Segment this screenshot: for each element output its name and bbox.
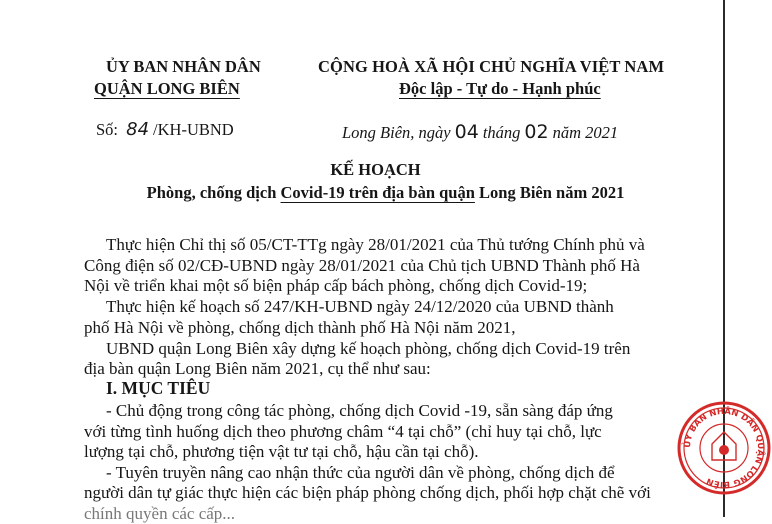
body-line: địa bàn quận Long Biên năm 2021, cụ thể như sau: — [84, 359, 431, 378]
subtitle-part1: Phòng, chống dịch — [146, 183, 281, 202]
seal-text: ỦY BAN NHÂN DÂN QUẬN LONG BIÊN — [682, 406, 766, 490]
document-number-code: /KH-UBND — [153, 120, 234, 139]
subtitle-part3: Long Biên năm 2021 — [474, 183, 625, 202]
body-line: Thực hiện Chỉ thị số 05/CT-TTg ngày 28/01/2021 của Thủ tướng Chính phủ và — [106, 235, 645, 254]
nation-title: CỘNG HOÀ XÃ HỘI CHỦ NGHĨA VIỆT NAM — [318, 57, 665, 76]
document-date — [342, 121, 618, 144]
plan-title: KẾ HOẠCH — [330, 160, 421, 179]
date-month-handwritten: 02 — [524, 121, 549, 143]
org-name-line2-text: QUẬN LONG BIÊN — [94, 79, 240, 98]
date-month-label: tháng — [482, 123, 521, 142]
section-line: - Tuyên truyền nâng cao nhận thức của người dân về phòng, chống dịch để — [106, 463, 615, 482]
body-line: UBND quận Long Biên xây dựng kế hoạch phòng, chống dịch Covid-19 trên — [106, 339, 631, 358]
org-name-line1: ỦY BAN NHÂN DÂN — [106, 57, 261, 76]
body-line: phố Hà Nội về phòng, chống dịch thành phố Hà Nội năm 2021, — [84, 318, 516, 337]
section-line: lượng tại chỗ, phương tiện vật tư tại chỗ, hậu cần tại chỗ). — [84, 442, 479, 461]
section-line: với từng tình huống dịch theo phương châm “4 tại chỗ” (chỉ huy tại chỗ, lực — [84, 422, 602, 441]
subtitle-part2: Covid-19 trên địa bàn quận — [280, 183, 475, 202]
document-number-handwritten: 84 — [126, 119, 150, 140]
document-number-label: Số: — [96, 120, 119, 139]
date-prefix: Long Biên, ngày — [342, 123, 451, 142]
section-line: người dân tự giác thực hiện các biện pháp phòng chống dịch, phối hợp chặt chẽ với — [84, 483, 651, 502]
section-line: chính quyền các cấp... — [84, 504, 236, 523]
document-number — [96, 119, 234, 141]
official-seal-stamp — [676, 400, 772, 496]
body-line: Nội về triển khai một số biện pháp cấp bách phòng, chống dịch Covid-19; — [84, 276, 588, 295]
body-line: Thực hiện kế hoạch số 247/KH-UBND ngày 24/12/2020 của UBND thành — [106, 297, 614, 316]
org-name-line2 — [94, 79, 240, 99]
plan-subtitle — [20, 183, 751, 203]
date-day-handwritten: 04 — [454, 121, 479, 143]
body-line: Công điện số 02/CĐ-UBND ngày 28/01/2021 của Chủ tịch UBND Thành phố Hà — [84, 256, 640, 275]
nation-motto: Độc lập - Tự do - Hạnh phúc — [399, 79, 601, 98]
date-year: năm 2021 — [552, 123, 619, 142]
section-heading: I. MỤC TIÊU — [106, 378, 211, 398]
section-line: - Chủ động trong công tác phòng, chống dịch Covid -19, sẵn sàng đáp ứng — [106, 401, 613, 420]
